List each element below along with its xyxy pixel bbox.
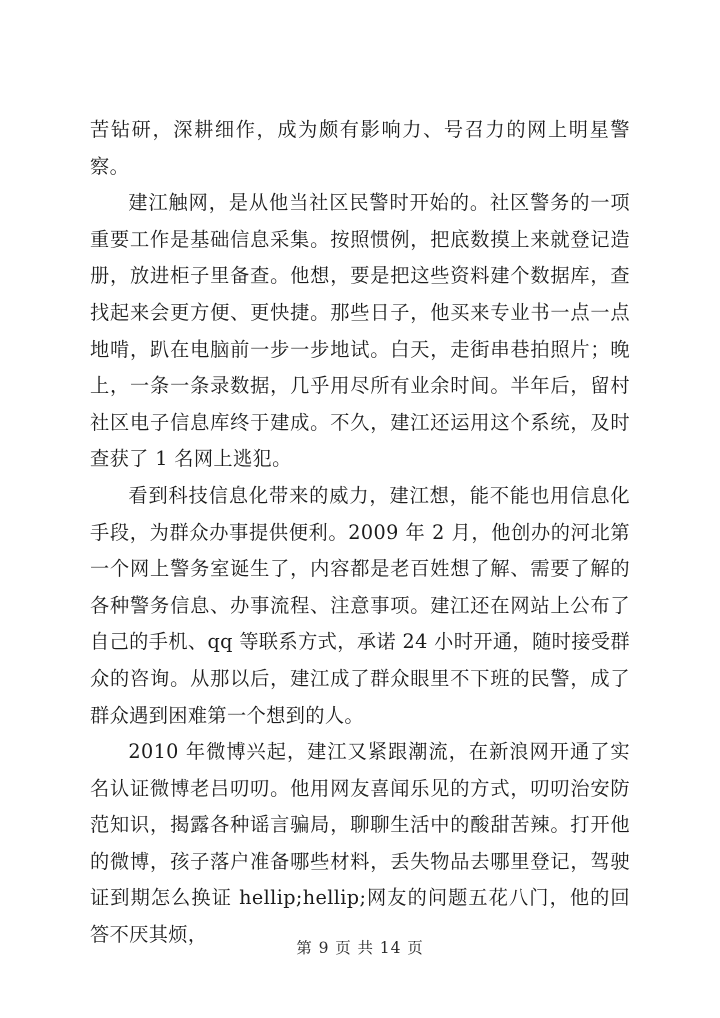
page-number-label: 第 9 页 共 14 页 (296, 939, 424, 957)
paragraph-continued: 苦钻研，深耕细作，成为颇有影响力、号召力的网上明星警察。 (90, 118, 630, 178)
page-footer (0, 938, 720, 958)
paragraph-jianjiang-online: 建江触网，是从他当社区民警时开始的。社区警务的一项重要工作是基础信息采集。按照惯例，把底数摸上来就登记造册，放进柜子里备查。他想，要是把这些资料建个数据库，查找起来会更方便、更快捷。那些日子，他买来专业书一点一点地啃，趴在电脑前一步一步地试。白天，走街串巷拍照片；晚上，一条一条录数据，几乎用尽所有业余时间。半年后，留村社区电子信息库终于建成。不久，建江还运用这个系统，及时查获了 1 名网上逃犯。 (90, 191, 630, 471)
paragraph-online-police-office: 看到科技信息化带来的威力，建江想，能不能也用信息化手段，为群众办事提供便利。2009 年 2 月，他创办的河北第一个网上警务室诞生了，内容都是老百姓想了解、需要了解的各种警务信息、办事流程、注意事项。建江还在网站上公布了自己的手机、qq 等联系方式，承诺 24 小时开通，随时接受群众的咨询。从那以后，建江成了群众眼里不下班的民警，成了群众遇到困难第一个想到的人。 (90, 483, 630, 727)
document-body (90, 112, 630, 954)
paragraph-weibo: 2010 年微博兴起，建江又紧跟潮流，在新浪网开通了实名认证微博老吕叨叨。他用网友喜闻乐见的方式，叨叨治安防范知识，揭露各种谣言骗局，聊聊生活中的酸甜苦辣。打开他的微博，孩子落户准备哪些材料，丢失物品去哪里登记，驾驶证到期怎么换证 hellip;hellip;网友的问题五花八门，他的回答不厌其烦， (90, 740, 630, 947)
